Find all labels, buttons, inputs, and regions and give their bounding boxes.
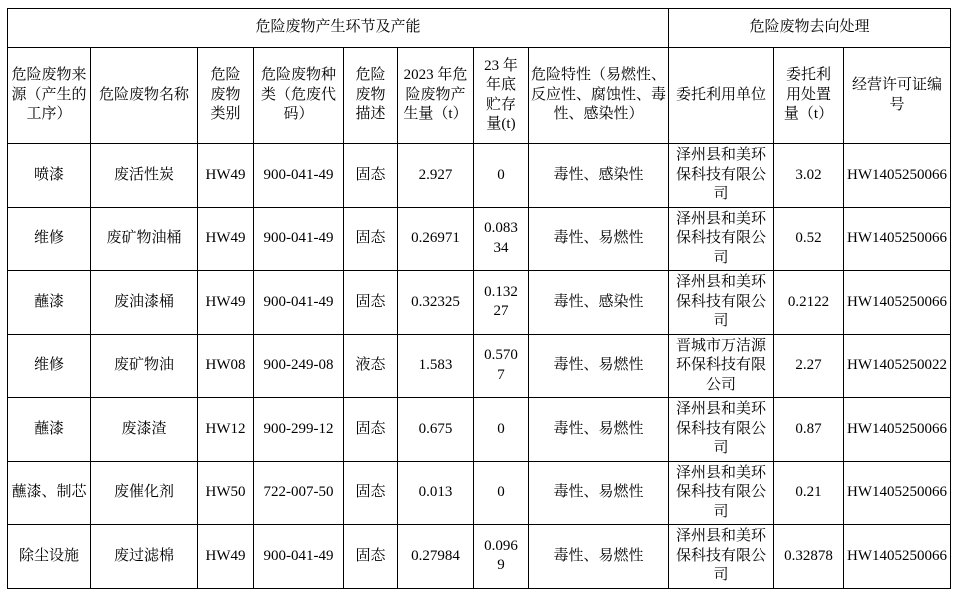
cell-entrusted-company: 晋城市万洁源环保科技有限公司: [669, 334, 774, 398]
cell-waste-source: 除尘设施: [8, 525, 91, 589]
cell-hazard-characteristics: 毒性、易燃性: [529, 398, 669, 462]
table-body: [8, 144, 951, 589]
cell-license-number: HW1405250022: [844, 334, 951, 398]
cell-hazard-characteristics: 毒性、感染性: [529, 144, 669, 208]
cell-entrusted-company: 泽州县和美环保科技有限公司: [669, 207, 774, 271]
cell-entrusted-company: 泽州县和美环保科技有限公司: [669, 398, 774, 462]
table-row: [8, 398, 951, 462]
cell-license-number: HW1405250066: [844, 398, 951, 462]
column-header-hazard-characteristics: 危险特性（易燃性、反应性、腐蚀性、毒性、感染性）: [529, 48, 669, 144]
table-row: [8, 334, 951, 398]
cell-production-2023: 0.013: [398, 461, 474, 525]
cell-hazard-characteristics: 毒性、易燃性: [529, 207, 669, 271]
cell-production-2023: 1.583: [398, 334, 474, 398]
cell-waste-description: 固态: [344, 144, 398, 208]
table-row: [8, 207, 951, 271]
cell-waste-category-code: HW49: [198, 271, 254, 335]
cell-waste-description: 液态: [344, 334, 398, 398]
cell-waste-type-code: 900-249-08: [254, 334, 344, 398]
cell-disposal-amount: 0.32878: [774, 525, 844, 589]
cell-waste-name: 废矿物油: [91, 334, 198, 398]
cell-waste-source: 蘸漆、制芯: [8, 461, 91, 525]
cell-waste-type-code: 900-041-49: [254, 144, 344, 208]
table-row: [8, 144, 951, 208]
column-header-license-number: 经营许可证编号: [844, 48, 951, 144]
cell-hazard-characteristics: 毒性、易燃性: [529, 334, 669, 398]
column-header-production-2023: 2023 年危险废物产生量（t）: [398, 48, 474, 144]
table-row: [8, 271, 951, 335]
cell-production-2023: 2.927: [398, 144, 474, 208]
hazardous-waste-table: [7, 8, 951, 589]
cell-waste-type-code: 722-007-50: [254, 461, 344, 525]
cell-license-number: HW1405250066: [844, 525, 951, 589]
column-header-disposal-amount: 委托利用处置量（t）: [774, 48, 844, 144]
cell-production-2023: 0.27984: [398, 525, 474, 589]
cell-production-2023: 0.32325: [398, 271, 474, 335]
cell-storage-end-of-year: 0.13227: [474, 271, 529, 335]
page: [0, 8, 957, 600]
cell-waste-source: 蘸漆: [8, 398, 91, 462]
cell-disposal-amount: 0.52: [774, 207, 844, 271]
cell-waste-source: 维修: [8, 207, 91, 271]
cell-disposal-amount: 0.87: [774, 398, 844, 462]
cell-waste-type-code: 900-299-12: [254, 398, 344, 462]
cell-waste-category-code: HW49: [198, 525, 254, 589]
cell-storage-end-of-year: 0: [474, 144, 529, 208]
section-header-production: 危险废物产生环节及产能: [8, 9, 669, 48]
section-header-row: [8, 9, 951, 48]
cell-hazard-characteristics: 毒性、感染性: [529, 271, 669, 335]
cell-waste-category-code: HW08: [198, 334, 254, 398]
cell-entrusted-company: 泽州县和美环保科技有限公司: [669, 461, 774, 525]
cell-storage-end-of-year: 0.08334: [474, 207, 529, 271]
cell-hazard-characteristics: 毒性、易燃性: [529, 525, 669, 589]
cell-waste-category-code: HW49: [198, 207, 254, 271]
cell-waste-name: 废矿物油桶: [91, 207, 198, 271]
cell-waste-category-code: HW49: [198, 144, 254, 208]
cell-waste-category-code: HW50: [198, 461, 254, 525]
cell-storage-end-of-year: 0.5707: [474, 334, 529, 398]
section-header-disposal: 危险废物去向处理: [669, 9, 951, 48]
column-header-waste-category-code: 危险废物类别: [198, 48, 254, 144]
cell-waste-description: 固态: [344, 398, 398, 462]
column-header-waste-description: 危险废物描述: [344, 48, 398, 144]
cell-waste-description: 固态: [344, 271, 398, 335]
cell-disposal-amount: 2.27: [774, 334, 844, 398]
cell-entrusted-company: 泽州县和美环保科技有限公司: [669, 271, 774, 335]
cell-entrusted-company: 泽州县和美环保科技有限公司: [669, 144, 774, 208]
column-header-waste-type-code: 危险废物种类（危废代码）: [254, 48, 344, 144]
cell-license-number: HW1405250066: [844, 207, 951, 271]
cell-license-number: HW1405250066: [844, 271, 951, 335]
cell-disposal-amount: 0.2122: [774, 271, 844, 335]
cell-waste-description: 固态: [344, 525, 398, 589]
cell-disposal-amount: 0.21: [774, 461, 844, 525]
cell-entrusted-company: 泽州县和美环保科技有限公司: [669, 525, 774, 589]
cell-waste-source: 喷漆: [8, 144, 91, 208]
column-header-storage-end-of-year: 23 年年底贮存量(t): [474, 48, 529, 144]
cell-waste-source: 维修: [8, 334, 91, 398]
cell-disposal-amount: 3.02: [774, 144, 844, 208]
cell-production-2023: 0.26971: [398, 207, 474, 271]
column-header-row: [8, 48, 951, 144]
cell-waste-type-code: 900-041-49: [254, 271, 344, 335]
cell-storage-end-of-year: 0.0969: [474, 525, 529, 589]
cell-waste-description: 固态: [344, 461, 398, 525]
cell-waste-type-code: 900-041-49: [254, 207, 344, 271]
cell-license-number: HW1405250066: [844, 461, 951, 525]
cell-storage-end-of-year: 0: [474, 461, 529, 525]
cell-waste-description: 固态: [344, 207, 398, 271]
cell-waste-name: 废油漆桶: [91, 271, 198, 335]
column-header-waste-source: 危险废物来源（产生的工序）: [8, 48, 91, 144]
cell-storage-end-of-year: 0: [474, 398, 529, 462]
cell-waste-type-code: 900-041-49: [254, 525, 344, 589]
cell-waste-category-code: HW12: [198, 398, 254, 462]
cell-production-2023: 0.675: [398, 398, 474, 462]
cell-waste-source: 蘸漆: [8, 271, 91, 335]
cell-waste-name: 废催化剂: [91, 461, 198, 525]
table-row: [8, 525, 951, 589]
cell-hazard-characteristics: 毒性、易燃性: [529, 461, 669, 525]
table-row: [8, 461, 951, 525]
cell-waste-name: 废漆渣: [91, 398, 198, 462]
column-header-entrusted-company: 委托利用单位: [669, 48, 774, 144]
cell-license-number: HW1405250066: [844, 144, 951, 208]
cell-waste-name: 废过滤棉: [91, 525, 198, 589]
cell-waste-name: 废活性炭: [91, 144, 198, 208]
column-header-waste-name: 危险废物名称: [91, 48, 198, 144]
